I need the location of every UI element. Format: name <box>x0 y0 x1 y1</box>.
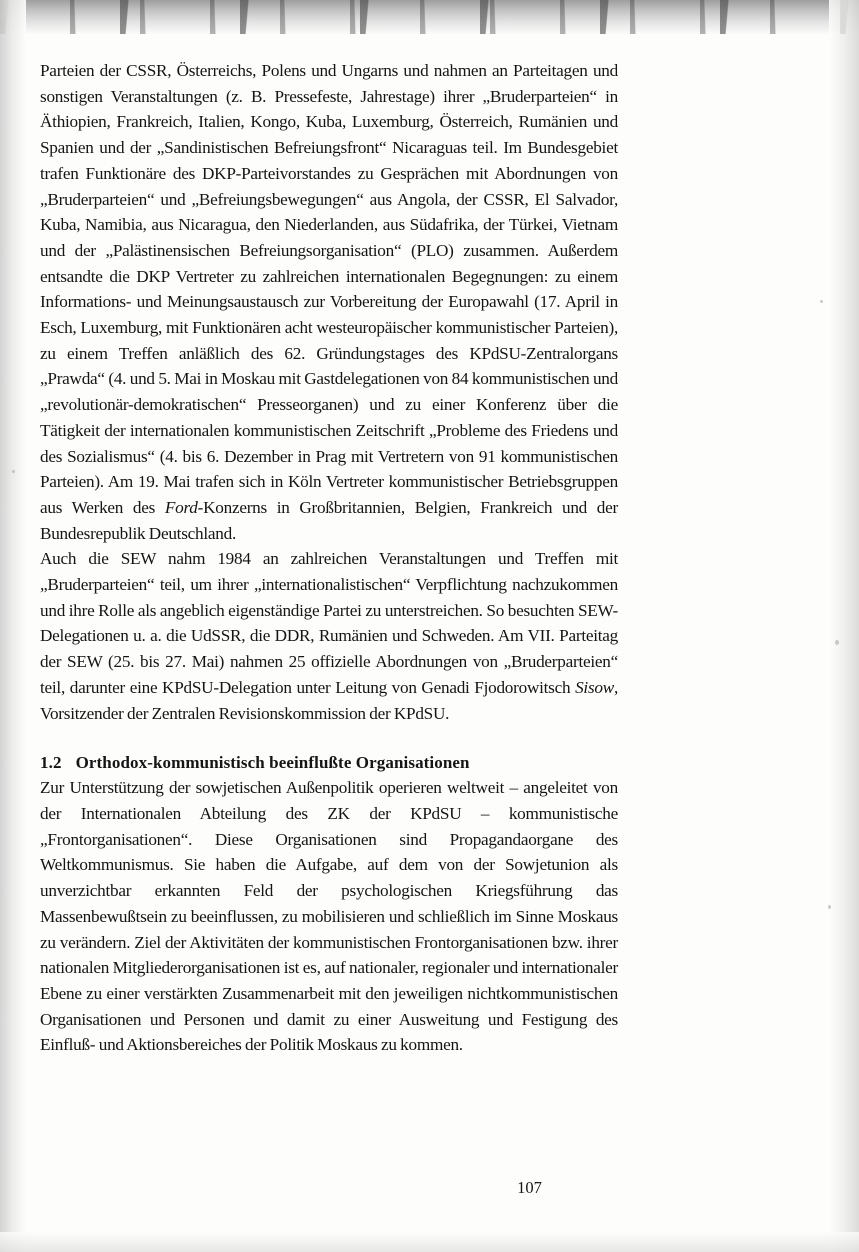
page-footer <box>0 1178 859 1198</box>
scan-edge-left <box>0 0 26 1252</box>
section-number: 1.2 <box>40 753 62 773</box>
scan-edge-bottom <box>0 1232 859 1252</box>
section-body: Zur Unterstützung der sowjetischen Außenpolitik operieren weltweit – angeleitet von der Internationalen Abteilung des ZK der KPdSU – kommunistische „Frontorganisationen“. Diese Organisationen sind Propagandaorgane des Weltkommunismus. Sie haben die Aufgabe, auf dem von der Sowjetunion als unverzichtbar erkannten Feld der psychologischen Kriegsführung das Massenbewußtsein zu beeinflussen, zu mobilisieren und schließlich im Sinne Moskaus zu verändern. Ziel der Aktivitäten der kommunistischen Frontorganisationen bzw. ihrer nationalen Mitgliederorganisationen ist es, auf nationaler, regionaler und internationaler Ebene zu einer verstärkten Zusammenarbeit mit den jeweiligen nichtkommunistischen Organisationen und Personen und damit zu einer Ausweitung und Festigung des Einfluß- und Aktionsbereiches der Politik Moskaus zu kommen. <box>40 778 618 1055</box>
paragraph-1: Parteien der CSSR, Österreichs, Polens und Ungarns und nahmen an Parteitagen und sonstigen Veranstaltungen (z. B. Pressefeste, Jahrestage) ihrer „Bruderparteien“ in Äthiopien, Frankreich, Italien, Kongo, Kuba, Luxemburg, Österreich, Rumänien und Spanien und der „Sandinistischen Befreiungsfront“ Nicaraguas teil. Im Bundesgebiet trafen Funktionäre des DKP-Parteivorstandes zu Gesprächen mit Abordnungen von „Bruderparteien“ und „Befreiungsbewegungen“ aus Angola, der CSSR, El Salvador, Kuba, Namibia, aus Nicaragua, den Niederlanden, aus Südafrika, der Türkei, Vietnam und der „Palästinensischen Befreiungsorganisation“ (PLO) zusammen. Außerdem entsandte die DKP Vertreter zu zahlreichen internationalen Begegnungen: zu einem Informations- und Meinungsaustausch zur Vorbereitung der Europawahl (17. April in Esch, Luxemburg, mit Funktionären acht westeuropäischer kommunistischer Parteien), zu einem Treffen anläßlich des 62. Gründungstages des KPdSU-Zentralorgans „Prawda“ (4. und 5. Mai in Moskau mit Gastdelegationen von 84 kommunistischen und „revolutionär-demokratischen“ Presseorganen) und zu einer Konferenz über die Tätigkeit der internationalen kommunistischen Zeitschrift „Probleme des Friedens und des Sozialismus“ (4. bis 6. Dezember in Prag mit Vertretern von 91 kommunistischen Parteien). Am 19. Mai trafen sich in Köln Vertreter kommunistischer Betriebsgruppen aus Werken des Ford-Konzerns in Großbritannien, Belgien, Frankreich und der Bundesrepublik Deutschland. <box>40 61 618 543</box>
page-body <box>40 58 618 1058</box>
section-heading <box>40 750 618 775</box>
scan-speck <box>835 640 839 645</box>
section-title: Orthodox-kommunistisch beeinflußte Organisationen <box>75 753 470 773</box>
scan-speck <box>820 300 823 303</box>
scan-speck <box>828 905 831 909</box>
italic-term: Ford <box>164 497 198 517</box>
scan-speck <box>12 470 15 473</box>
scan-edge-right <box>829 0 859 1252</box>
scan-streaks <box>0 0 859 34</box>
paragraph-2: Auch die SEW nahm 1984 an zahlreichen Veranstaltungen und Treffen mit „Bruderparteien“ teil, um ihrer „internationalistischen“ Verpflichtung nachzukommen und ihre Rolle als angeblich eigenständige Partei zu unterstreichen. So besuchten SEW-Delegationen u. a. die UdSSR, die DDR, Rumänien und Schweden. Am VII. Parteitag der SEW (25. bis 27. Mai) nahmen 25 offizielle Abordnungen von „Bruderparteien“ teil, darunter eine KPdSU-Delegation unter Leitung von Genadi Fjodorowitsch Sisow, Vorsitzender der Zentralen Revisionskommission der KPdSU. <box>40 549 618 723</box>
italic-term: Sisow <box>575 677 614 697</box>
page-number: 107 <box>517 1178 542 1197</box>
